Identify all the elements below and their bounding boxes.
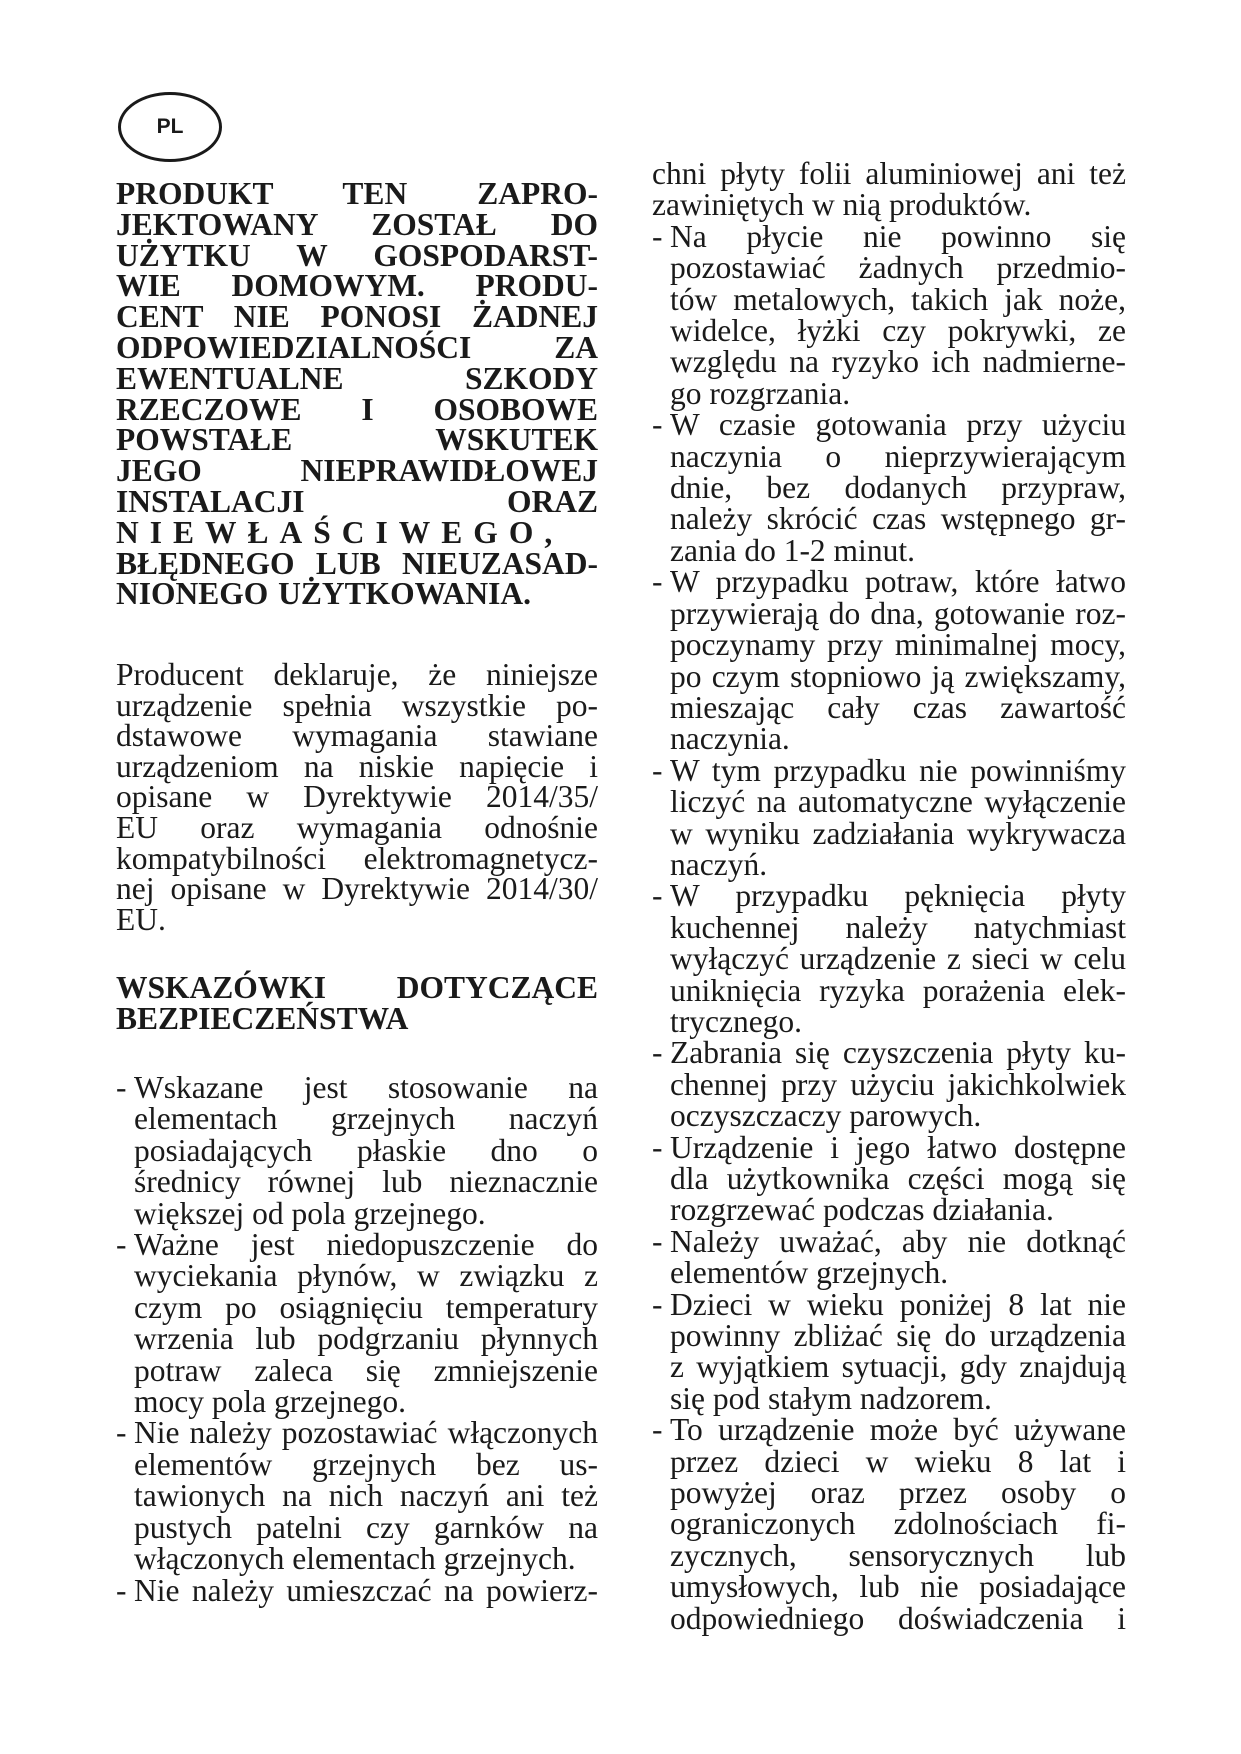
item-line: poczynamy przy minimalnej mocy, — [670, 627, 1126, 663]
item-line: tów metalowych, takich jak noże, — [670, 281, 1126, 317]
item-line: zania do 1-2 minut. — [670, 532, 915, 568]
item-line: większej od pola grzejnego. — [134, 1195, 486, 1231]
list-item — [652, 752, 1126, 882]
declaration-line: urządzeniom na niskie napięcie i — [116, 748, 598, 784]
warning-line: CENT NIE PONOSI ŻADNEJ — [116, 299, 598, 335]
item-line: rozgrzewać podczas działania. — [670, 1192, 1054, 1228]
safety-list-left — [116, 1072, 598, 1606]
item-line: mieszając cały czas zawartość — [670, 689, 1126, 725]
list-item — [652, 409, 1126, 566]
item-line: - W przypadku potraw, które łatwo — [670, 564, 1126, 600]
item-line: - Zabrania się czyszczenia płyty ku- — [670, 1035, 1126, 1071]
item-line: naczyń. — [670, 846, 768, 882]
item-line: naczynia o nieprzywierającym — [670, 438, 1126, 474]
item-line: pustych patelni czy garnków na — [134, 1509, 598, 1545]
safety-heading — [116, 972, 598, 1034]
item-line: tawionych na nich naczyń ani też — [134, 1478, 598, 1514]
item-line: zawiniętych w nią produktów. — [652, 187, 1032, 223]
list-item — [116, 1572, 598, 1608]
declaration-line: EU oraz wymagania odnośnie — [116, 809, 598, 845]
item-line: - W czasie gotowania przy użyciu — [670, 407, 1126, 443]
item-line: z wyjątkiem sytuacji, gdy znajdują — [670, 1349, 1126, 1385]
item-line: zycznych, sensorycznych lub — [670, 1537, 1126, 1573]
list-item — [652, 218, 1126, 411]
item-line: się pod stałym nadzorem. — [670, 1380, 992, 1416]
language-badge — [118, 92, 222, 162]
item-line: liczyć na automatyczne wyłączenie — [670, 784, 1126, 820]
heading-line: WSKAZÓWKI DOTYCZĄCE — [116, 970, 598, 1005]
item-line: dnie, bez dodanych przypraw, — [670, 470, 1126, 506]
language-code: PL — [156, 115, 184, 138]
item-line: uniknięcia ryzyka porażenia elek- — [670, 972, 1126, 1008]
list-item — [652, 564, 1126, 757]
item-line: chni płyty folii aluminiowej ani też — [652, 156, 1126, 191]
item-line: przywierają do dna, gotowanie roz- — [670, 595, 1126, 631]
declaration-line: kompatybilności elektromagnetycz- — [116, 840, 598, 876]
item-line: w wyniku zadziałania wykrywacza — [670, 815, 1126, 851]
conformity-declaration — [116, 657, 598, 937]
item-line: - Ważne jest niedopuszczenie do — [134, 1227, 598, 1263]
item-line: przez dzieci w wieku 8 lat i — [670, 1443, 1126, 1479]
item-line: powinny zbliżać się do urządzenia — [670, 1318, 1126, 1354]
item-line: trycznego. — [670, 1003, 803, 1039]
item-line: ograniczonych zdolnościach fi- — [670, 1506, 1126, 1542]
heading-line: BEZPIECZEŃSTWA — [116, 1001, 409, 1036]
item-line: elementach grzejnych naczyń — [134, 1101, 598, 1137]
item-line: - W tym przypadku nie powinniśmy — [670, 752, 1126, 788]
item-line: - To urządzenie może być używane — [670, 1412, 1126, 1448]
item-line: - Należy uważać, aby nie dotknąć — [670, 1223, 1126, 1259]
item-line: średnicy równej lub nieznacznie — [134, 1164, 598, 1200]
warning-line: JEKTOWANY ZOSTAŁ DO — [116, 206, 598, 242]
warning-line: NIONEGO UŻYTKOWANIA. — [116, 576, 532, 612]
item-line: włączonych elementach grzejnych. — [134, 1541, 576, 1577]
item-line: naczynia. — [670, 721, 790, 757]
warning-line: PRODUKT TEN ZAPRO- — [116, 176, 598, 211]
item-line: widelce, łyżki czy pokrywki, ze — [670, 313, 1126, 349]
item-line: elementów grzejnych bez us- — [134, 1446, 598, 1482]
item-line: posiadających płaskie dno o — [134, 1132, 598, 1168]
item-line: należy skrócić czas wstępnego gr- — [670, 501, 1126, 537]
item-line: umysłowych, lub nie posiadające — [670, 1569, 1126, 1605]
item-line: go rozgrzania. — [670, 375, 851, 411]
item-line: oczyszczaczy parowych. — [670, 1098, 982, 1134]
item-line: odpowiedniego doświadczenia i — [670, 1600, 1126, 1636]
item-line: po czym stopniowo ją zwiększamy, — [670, 658, 1126, 694]
warning-line: NIEWŁAŚCIWEGO, — [116, 514, 564, 550]
warning-line: INSTALACJI ORAZ — [116, 483, 598, 519]
item-line: względu na ryzyko ich nadmierne- — [670, 344, 1126, 380]
liability-warning — [116, 176, 598, 612]
warning-line: EWENTUALNE SZKODY — [116, 360, 598, 396]
item-line: elementów grzejnych. — [670, 1255, 949, 1291]
list-item — [116, 1072, 598, 1229]
item-line: - Nie należy pozostawiać włączonych — [134, 1415, 598, 1451]
declaration-line: EU. — [116, 901, 166, 937]
declaration-line: urządzenie spełnia wszystkie po- — [116, 687, 598, 723]
item-line: mocy pola grzejnego. — [134, 1384, 407, 1420]
item-line: wyłączyć urządzenie z sieci w celu — [670, 941, 1126, 977]
list-item — [652, 1223, 1126, 1291]
warning-line: POWSTAŁE WSKUTEK — [116, 422, 598, 458]
list-item — [116, 1415, 598, 1577]
item-line: - Dzieci w wieku poniżej 8 lat nie — [670, 1286, 1126, 1322]
list-item — [652, 1414, 1126, 1634]
item-line: pozostawiać żadnych przedmio- — [670, 250, 1126, 286]
declaration-line: dstawowe wymagania stawiane — [116, 718, 598, 754]
list-item — [652, 1129, 1126, 1228]
item-line: - Urządzenie i jego łatwo dostępne — [670, 1129, 1126, 1165]
warning-line: UŻYTKU W GOSPODARST- — [116, 237, 598, 273]
item-line: dla użytkownika części mogą się — [670, 1161, 1126, 1196]
declaration-line: opisane w Dyrektywie 2014/35/ — [116, 779, 598, 815]
declaration-line: nej opisane w Dyrektywie 2014/30/ — [116, 871, 598, 907]
list-item — [116, 1227, 598, 1420]
item-line: potraw zaleca się zmniejszenie — [134, 1352, 598, 1388]
item-line: wrzenia lub podgrzaniu płynnych — [134, 1321, 598, 1357]
list-item-continuation — [652, 158, 1126, 221]
item-line: - Na płycie nie powinno się — [670, 218, 1126, 254]
list-item — [652, 1035, 1126, 1134]
list-item — [652, 1286, 1126, 1416]
item-line: powyżej oraz przez osoby o — [670, 1475, 1126, 1511]
item-line: - W przypadku pęknięcia płyty — [670, 878, 1126, 914]
declaration-line: Producent deklaruje, że niniejsze — [116, 657, 598, 692]
list-item — [652, 880, 1126, 1037]
warning-line: RZECZOWE I OSOBOWE — [116, 391, 598, 427]
item-line: kuchennej należy natychmiast — [670, 909, 1126, 945]
warning-line: BŁĘDNEGO LUB NIEUZASAD- — [116, 545, 598, 581]
item-line: wyciekania płynów, w związku z — [134, 1258, 598, 1294]
item-line: czym po osiągnięciu temperatury — [134, 1289, 598, 1325]
warning-line: JEGO NIEPRAWIDŁOWEJ — [116, 453, 598, 489]
warning-line: WIE DOMOWYM. PRODU- — [116, 268, 598, 304]
safety-list-right — [652, 158, 1126, 1634]
warning-line: ODPOWIEDZIALNOŚCI ZA — [116, 329, 598, 365]
item-line: - Wskazane jest stosowanie na — [134, 1070, 598, 1105]
item-line: chennej przy użyciu jakichkolwiek — [670, 1066, 1126, 1102]
item-line: - Nie należy umieszczać na powierz- — [134, 1572, 598, 1608]
